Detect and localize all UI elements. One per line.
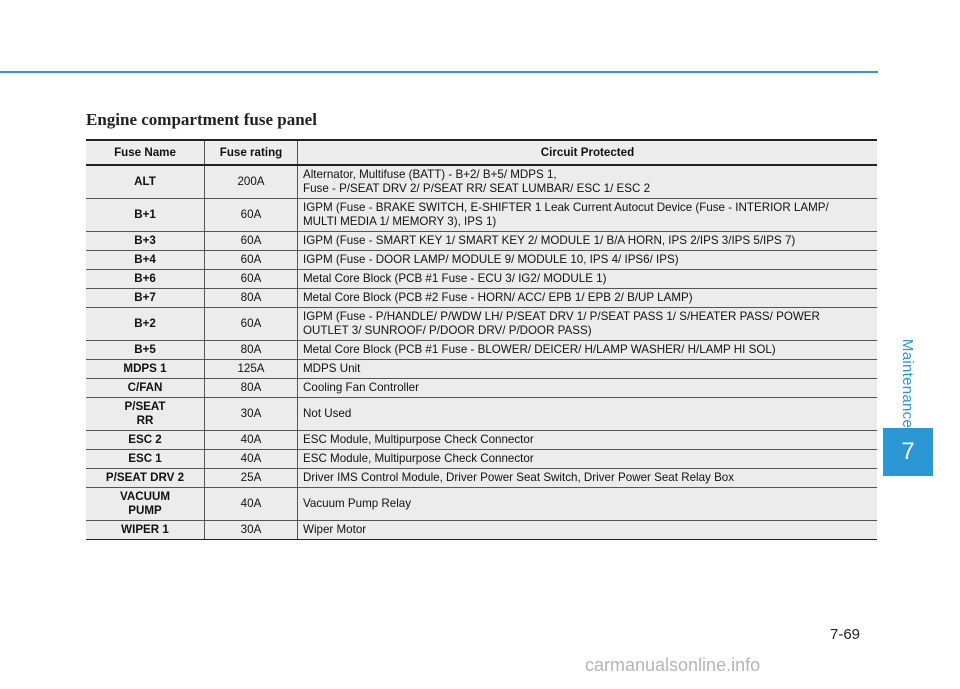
table-row xyxy=(86,199,877,232)
table-row xyxy=(86,488,877,521)
fuse-table-body xyxy=(86,165,877,540)
fuse-name-cell: B+7 xyxy=(86,289,205,308)
circuit-protected-cell xyxy=(298,199,878,232)
circuit-protected-cell xyxy=(298,360,878,379)
circuit-protected-cell xyxy=(298,165,878,199)
circuit-protected-cell xyxy=(298,398,878,431)
fuse-rating-cell: 60A xyxy=(205,251,298,270)
circuit-protected-cell xyxy=(298,308,878,341)
fuse-rating-cell: 60A xyxy=(205,270,298,289)
table-header-row xyxy=(86,140,877,165)
circuit-line: Alternator, Multifuse (BATT) - B+2/ B+5/ MDPS 1, xyxy=(303,168,557,181)
circuit-line: IGPM (Fuse - BRAKE SWITCH, E-SHIFTER 1 Leak Current Autocut Device (Fuse - INTERIOR LAMP/ xyxy=(303,201,829,214)
circuit-protected-cell xyxy=(298,232,878,251)
fuse-name-cell xyxy=(86,488,205,521)
circuit-line: Vacuum Pump Relay xyxy=(303,497,412,510)
fuse-name-line: VACUUM xyxy=(119,490,171,503)
circuit-protected-cell xyxy=(298,289,878,308)
fuse-name-cell: P/SEAT DRV 2 xyxy=(86,469,205,488)
fuse-name-cell: B+1 xyxy=(86,199,205,232)
circuit-protected-cell xyxy=(298,469,878,488)
circuit-line: Not Used xyxy=(303,407,352,420)
circuit-line: Cooling Fan Controller xyxy=(303,381,419,394)
table-row xyxy=(86,289,877,308)
watermark: carmanualsonline.info xyxy=(585,655,761,675)
fuse-name-cell: C/FAN xyxy=(86,379,205,398)
circuit-line: ESC Module, Multipurpose Check Connector xyxy=(303,433,534,446)
fuse-rating-cell: 30A xyxy=(205,521,298,540)
circuit-line: Wiper Motor xyxy=(303,523,367,536)
fuse-name-line: PUMP xyxy=(128,504,162,517)
header-fuse-name: Fuse Name xyxy=(86,140,205,165)
circuit-line: Metal Core Block (PCB #2 Fuse - HORN/ ACC/ EPB 1/ EPB 2/ B/UP LAMP) xyxy=(303,291,693,304)
fuse-name-cell: ALT xyxy=(86,165,205,199)
fuse-rating-cell: 80A xyxy=(205,289,298,308)
circuit-line: MULTI MEDIA 1/ MEMORY 3), IPS 1) xyxy=(303,215,497,228)
circuit-line: MDPS Unit xyxy=(303,362,361,375)
fuse-rating-cell: 125A xyxy=(205,360,298,379)
fuse-rating-cell: 40A xyxy=(205,450,298,469)
fuse-name-cell: ESC 1 xyxy=(86,450,205,469)
table-row xyxy=(86,270,877,289)
circuit-line: IGPM (Fuse - P/HANDLE/ P/WDW LH/ P/SEAT DRV 1/ P/SEAT PASS 1/ S/HEATER PASS/ POWER xyxy=(303,310,820,323)
chapter-side-label-text: Maintenance xyxy=(899,338,917,428)
fuse-name-cell: B+2 xyxy=(86,308,205,341)
page-number: 7-69 xyxy=(830,626,861,643)
table-row xyxy=(86,341,877,360)
fuse-rating-cell: 60A xyxy=(205,199,298,232)
fuse-rating-cell: 80A xyxy=(205,341,298,360)
table-row xyxy=(86,469,877,488)
fuse-name-cell xyxy=(86,398,205,431)
chapter-side-label xyxy=(896,340,920,426)
table-row xyxy=(86,450,877,469)
section-title: Engine compartment fuse panel xyxy=(86,110,317,129)
fuse-name-line: RR xyxy=(136,414,154,427)
circuit-protected-cell xyxy=(298,341,878,360)
fuse-name-cell: B+3 xyxy=(86,232,205,251)
circuit-line: Metal Core Block (PCB #1 Fuse - ECU 3/ IG2/ MODULE 1) xyxy=(303,272,607,285)
chapter-tab: 7 xyxy=(883,428,933,476)
fuse-rating-cell: 200A xyxy=(205,165,298,199)
circuit-line: Fuse - P/SEAT DRV 2/ P/SEAT RR/ SEAT LUMBAR/ ESC 1/ ESC 2 xyxy=(303,182,651,195)
header-rule xyxy=(0,71,878,73)
table-row xyxy=(86,251,877,270)
fuse-rating-cell: 30A xyxy=(205,398,298,431)
circuit-line: IGPM (Fuse - DOOR LAMP/ MODULE 9/ MODULE 10, IPS 4/ IPS6/ IPS) xyxy=(303,253,679,266)
fuse-name-cell: WIPER 1 xyxy=(86,521,205,540)
circuit-line: ESC Module, Multipurpose Check Connector xyxy=(303,452,534,465)
circuit-line: Metal Core Block (PCB #1 Fuse - BLOWER/ DEICER/ H/LAMP WASHER/ H/LAMP HI SOL) xyxy=(303,343,776,356)
fuse-rating-cell: 60A xyxy=(205,232,298,251)
fuse-name-cell: B+6 xyxy=(86,270,205,289)
circuit-line: IGPM (Fuse - SMART KEY 1/ SMART KEY 2/ MODULE 1/ B/A HORN, IPS 2/IPS 3/IPS 5/IPS 7) xyxy=(303,234,796,247)
header-fuse-rating: Fuse rating xyxy=(205,140,298,165)
fuse-rating-cell: 60A xyxy=(205,308,298,341)
fuse-rating-cell: 80A xyxy=(205,379,298,398)
fuse-name-cell: B+5 xyxy=(86,341,205,360)
table-row xyxy=(86,360,877,379)
table-row xyxy=(86,521,877,540)
fuse-table xyxy=(86,139,877,540)
circuit-protected-cell xyxy=(298,450,878,469)
table-row xyxy=(86,398,877,431)
table-row xyxy=(86,431,877,450)
fuse-rating-cell: 40A xyxy=(205,431,298,450)
fuse-name-line: P/SEAT xyxy=(124,400,166,413)
fuse-name-cell: ESC 2 xyxy=(86,431,205,450)
circuit-protected-cell xyxy=(298,270,878,289)
circuit-line: OUTLET 3/ SUNROOF/ P/DOOR DRV/ P/DOOR PASS) xyxy=(303,324,592,337)
circuit-protected-cell xyxy=(298,488,878,521)
circuit-line: Driver IMS Control Module, Driver Power Seat Switch, Driver Power Seat Relay Box xyxy=(303,471,735,484)
circuit-protected-cell xyxy=(298,379,878,398)
table-row xyxy=(86,308,877,341)
circuit-protected-cell xyxy=(298,251,878,270)
table-row xyxy=(86,165,877,199)
circuit-protected-cell xyxy=(298,521,878,540)
fuse-rating-cell: 25A xyxy=(205,469,298,488)
header-circuit-protected: Circuit Protected xyxy=(298,140,878,165)
table-row xyxy=(86,232,877,251)
fuse-rating-cell: 40A xyxy=(205,488,298,521)
fuse-name-cell: MDPS 1 xyxy=(86,360,205,379)
circuit-protected-cell xyxy=(298,431,878,450)
table-row xyxy=(86,379,877,398)
fuse-name-cell: B+4 xyxy=(86,251,205,270)
